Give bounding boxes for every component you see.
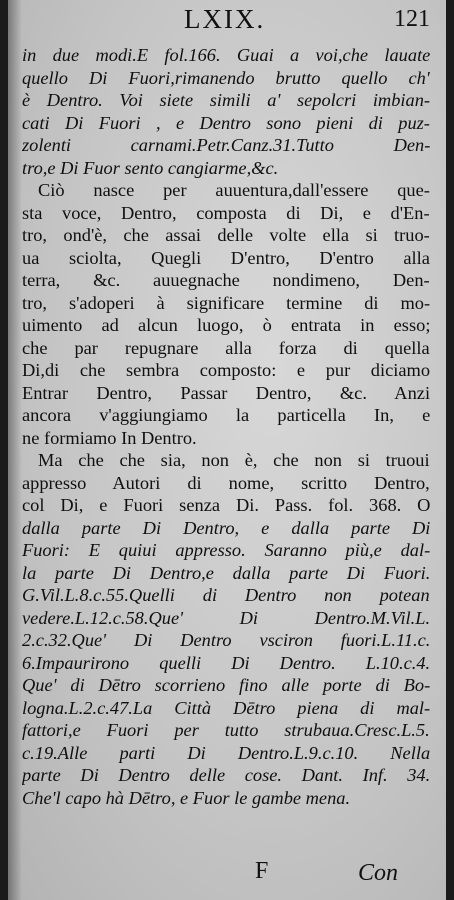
text-line: fattori,e Fuori per tutto strubaua.Cresc.L.5. [22,720,430,740]
text-line: col Di, e Fuori senza Di. Pass. fol. 368. O [22,495,430,515]
text-line: tro,e Di Fuor sento cangiarme,&c. [22,157,279,178]
text-line: la parte Di Dentro,e dalla parte Di Fuori. [22,562,430,583]
text-line: 6.Impaurirono quelli Di Dentro. L.10.c.4. [22,652,430,673]
spine-shadow [8,0,22,900]
text-line: Di,di che sembra composto: e pur diciamo [22,360,430,380]
text-line: c.19.Alle parti Di Dentro.L.9.c.10. Nella [22,742,430,763]
text-line: dalla parte Di Dentro, e dalla parte Di [22,517,430,538]
text-line: uimento ad alcun luogo, ò entrata in esso; [22,315,430,335]
text-line: in due modi.E fol.166. Guai a voi,che lauate [22,45,430,65]
text-line: che par repugnare alla forza di quella [22,337,430,358]
text-block [22,44,430,809]
text-line: ne formiamo In Dentro. [22,427,197,448]
text-line: ua sciolta, Quegli D'entro, D'entro alla [22,247,430,268]
text-line: appresso Autori di nome, scritto Dentro, [22,472,430,493]
text-line: Fuori: E quiui appresso. Saranno più,e dal- [22,540,430,560]
page-number: 121 [394,6,430,32]
text-line: Ciò nasce per auuentura,dall'essere que- [38,180,430,200]
signature-mark: F [255,858,269,884]
text-line: zolenti carnami.Petr.Canz.31.Tutto Den- [22,135,430,155]
text-line: Che'l capo hà Dētro, e Fuor le gambe mena. [22,787,351,808]
text-line: G.Vil.L.8.c.55.Quelli di Dentro non potean [22,585,430,605]
text-line: è Dentro. Voi siete simili a' sepolcri imbian- [22,90,430,110]
catchword: Con [358,860,399,886]
text-line: tro, ond'è, che assai delle volte ella si truo- [22,225,430,245]
text-line: Ma che che sia, non è, che non si truoui [38,450,430,470]
text-line: logna.L.2.c.47.La Città Dētro piena di mal- [22,697,430,718]
text-line: quello Di Fuori,rimanendo brutto quello ch' [22,67,430,88]
page-footer [8,858,446,894]
running-head [8,4,446,38]
text-line: vedere.L.12.c.58.Que' Di Dentro.M.Vil.L. [22,607,430,628]
text-line: terra, &c. auuegnache nondimeno, Den- [22,270,430,290]
text-line: sta voce, Dentro, composta di Di, e d'En- [22,202,430,223]
text-line: Que' di Dētro scorrieno fino alle porte di Bo- [22,675,430,695]
text-line: cati Di Fuori , e Dentro sono pieni di puz- [22,112,430,133]
text-line: Entrar Dentro, Passar Dentro, &c. Anzi [22,382,430,403]
text-line: tro, s'adoperi à significare termine di mo- [22,292,430,313]
text-line: 2.c.32.Que' Di Dentro vsciron fuori.L.11.c. [22,630,430,650]
text-line: parte Di Dentro delle cose. Dant. Inf. 34. [22,765,430,785]
book-page [8,0,446,900]
text-line: ancora v'aggiungiamo la particella In, e [22,405,430,425]
chapter-number: LXIX. [184,4,266,34]
